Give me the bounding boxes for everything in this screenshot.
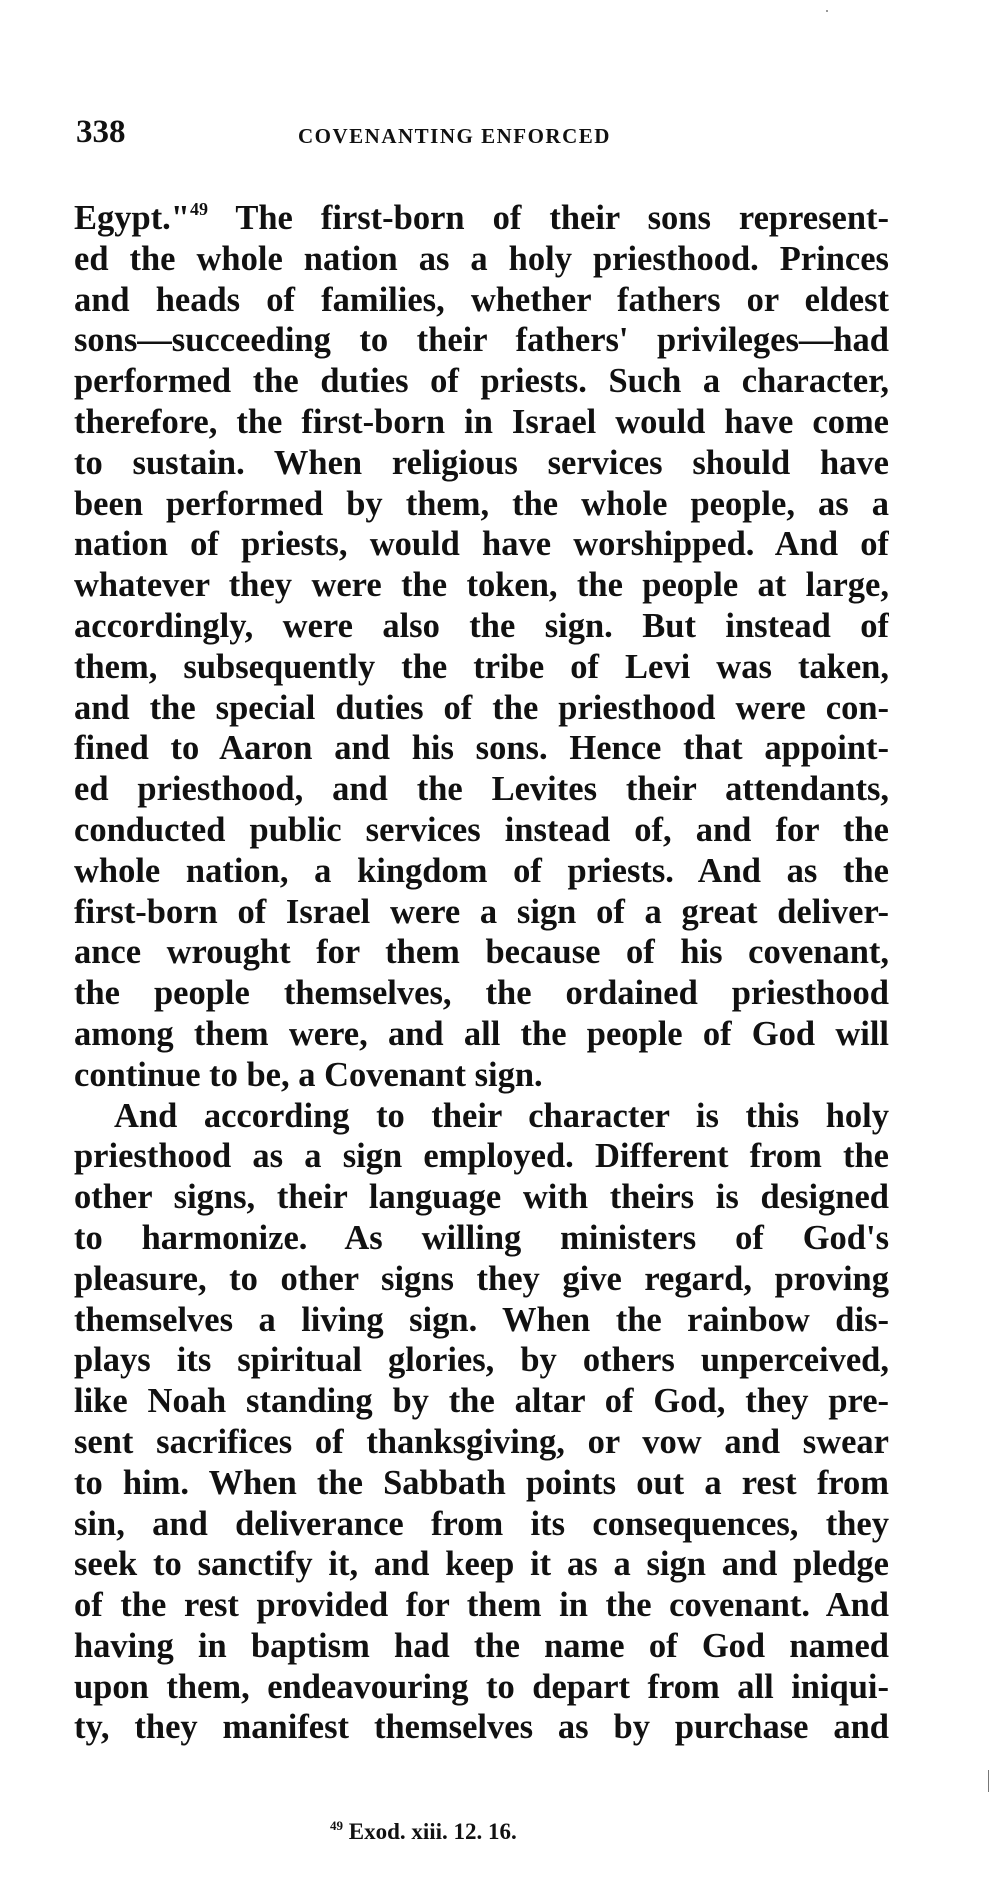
footnote-mark: 49 [330, 1818, 343, 1833]
text-line: priesthood as a sign employed. Different from the [74, 1137, 889, 1176]
text-line: sin, and deliverance from its consequences, they [74, 1504, 889, 1543]
text-line: performed the duties of priests. Such a character, [74, 362, 889, 401]
first-line-rest: The first-born of their sons represent- [235, 199, 889, 237]
text-line: sons—succeeding to their fathers' privileges—had [74, 321, 889, 360]
scan-speck [826, 10, 828, 12]
text-line: and heads of families, whether fathers or eldest [74, 280, 889, 319]
text-line: continue to be, a Covenant sign. [74, 1055, 543, 1094]
text-line: to harmonize. As willing ministers of God's [74, 1218, 889, 1257]
running-head: COVENANTING ENFORCED [298, 124, 611, 148]
text-line: them, subsequently the tribe of Levi was taken, [74, 647, 889, 686]
page-header [76, 108, 876, 168]
footnote [330, 1818, 517, 1845]
text-line: of the rest provided for them in the covenant. And [74, 1586, 889, 1625]
text-line: accordingly, were also the sign. But instead of [74, 606, 889, 645]
text-line: ty, they manifest themselves as by purchase and [74, 1708, 889, 1747]
footnote-reference: 49 [189, 199, 208, 219]
text-line: seek to sanctify it, and keep it as a sign and pledge [74, 1545, 889, 1584]
text-line: ed the whole nation as a holy priesthood. Princes [74, 239, 889, 278]
text-line: having in baptism had the name of God named [74, 1626, 889, 1665]
text-line: other signs, their language with theirs is designed [74, 1178, 889, 1217]
text-line: And according to their character is this holy [114, 1096, 889, 1135]
text-line [74, 198, 889, 239]
first-word: Egypt." [74, 199, 190, 237]
text-line: sent sacrifices of thanksgiving, or vow and swear [74, 1422, 889, 1461]
text-line: therefore, the first-born in Israel would have come [74, 402, 889, 441]
text-line: and the special duties of the priesthood were con- [74, 688, 889, 727]
text-line: ance wrought for them because of his covenant, [74, 933, 889, 972]
text-line: whole nation, a kingdom of priests. And as the [74, 851, 889, 890]
text-line: been performed by them, the whole people, as a [74, 484, 889, 523]
text-line: among them were, and all the people of God will [74, 1014, 889, 1053]
text-line: like Noah standing by the altar of God, they pre- [74, 1382, 889, 1421]
footnote-text: Exod. xiii. 12. 16. [348, 1819, 517, 1844]
text-line: first-born of Israel were a sign of a great deliver- [74, 892, 889, 931]
text-line: ed priesthood, and the Levites their attendants, [74, 770, 889, 809]
text-line: to him. When the Sabbath points out a rest from [74, 1463, 889, 1502]
text-line: fined to Aaron and his sons. Hence that appoint- [74, 729, 889, 768]
text-line: conducted public services instead of, and for the [74, 810, 889, 849]
text-line: plays its spiritual glories, by others unperceived, [74, 1341, 889, 1380]
body-text [74, 198, 889, 1748]
text-line: nation of priests, would have worshipped. And of [74, 525, 889, 564]
text-line: to sustain. When religious services should have [74, 443, 889, 482]
text-line: pleasure, to other signs they give regard, proving [74, 1259, 889, 1298]
text-line: themselves a living sign. When the rainbow dis- [74, 1300, 889, 1339]
text-line: upon them, endeavouring to depart from all iniqui- [74, 1667, 889, 1706]
text-line: whatever they were the token, the people at large, [74, 566, 889, 605]
margin-mark [988, 1770, 989, 1792]
page-number: 338 [76, 114, 126, 150]
text-line: the people themselves, the ordained priesthood [74, 974, 889, 1013]
